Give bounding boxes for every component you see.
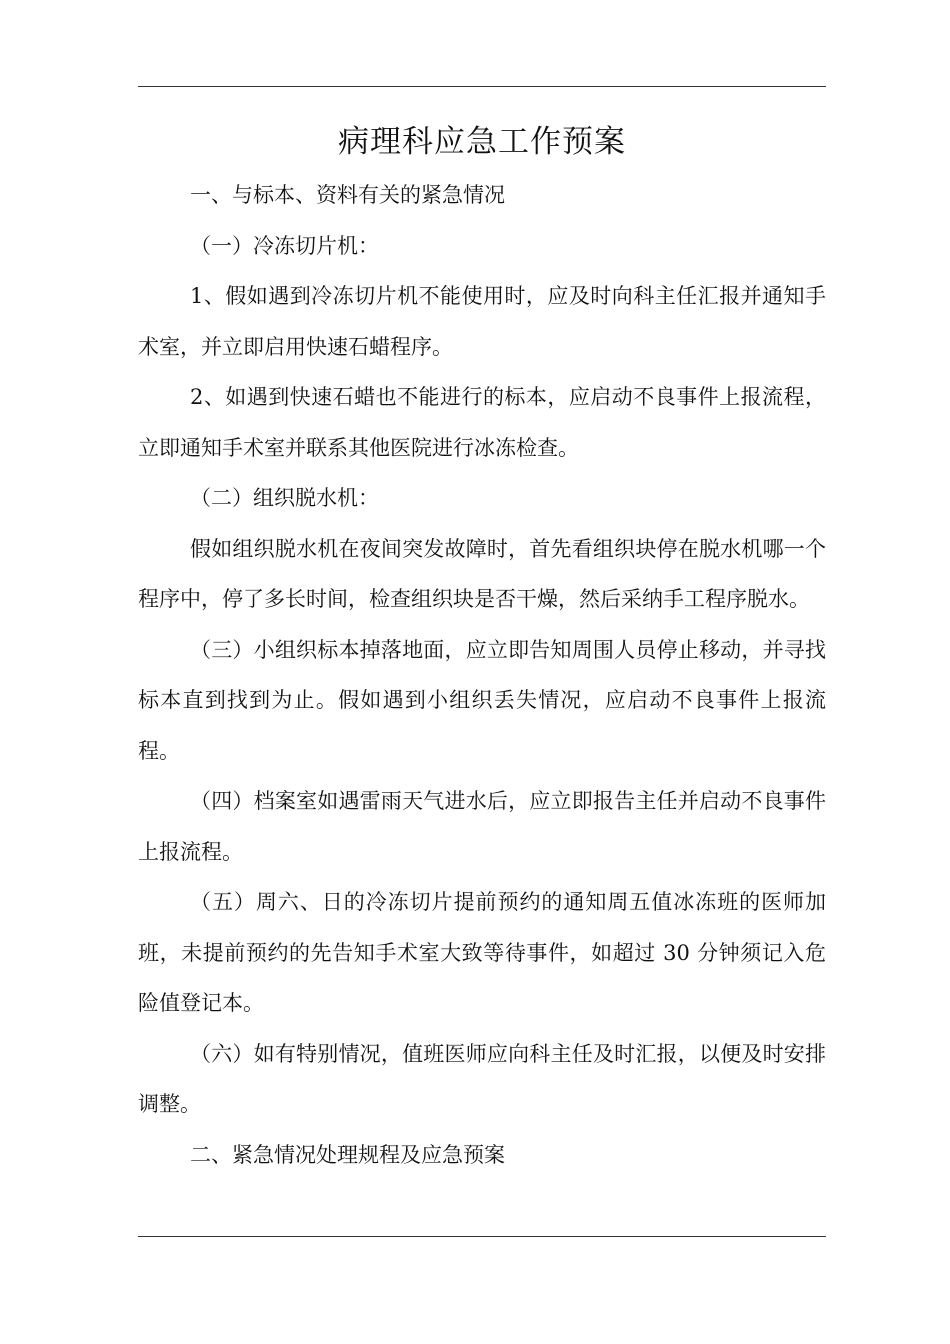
document-title: 病理科应急工作预案	[338, 124, 626, 160]
paragraph-processor-failure: 假如组织脱水机在夜间突发故障时，首先看组织块停在脱水机哪一个程序中，停了多长时间，检查组织块是否干燥，然后采纳手工程序脱水。	[138, 536, 826, 611]
section-heading-1: 一、与标本、资料有关的紧急情况	[190, 183, 505, 207]
paragraph-special-situations: （六）如有特别情况，值班医师应向科主任及时汇报，以便及时安排调整。	[138, 1041, 826, 1116]
footer-rule	[138, 1236, 826, 1237]
subsection-heading-tissue-processor: （二）组织脱水机：	[190, 486, 379, 510]
header-rule	[138, 86, 826, 87]
document-body	[138, 114, 826, 1180]
paragraph-archive-flooding: （四）档案室如遇雷雨天气进水后，应立即报告主任并启动不良事件上报流程。	[138, 789, 826, 864]
paragraph-dropped-specimen: （三）小组织标本掉落地面，应立即告知周围人员停止移动，并寻找标本直到找到为止。假如遇到小组织丢失情况，应启动不良事件上报流程。	[138, 637, 826, 763]
paragraph-rapid-paraffin-failure: 2、如遇到快速石蜡也不能进行的标本，应启动不良事件上报流程，立即通知手术室并联系其他医院进行冰冻检查。	[138, 385, 826, 460]
section-heading-2: 二、紧急情况处理规程及应急预案	[190, 1142, 505, 1167]
subsection-heading-freezing-microtome: （一）冷冻切片机：	[190, 233, 379, 258]
paragraph-weekend-frozen-section: （五）周六、日的冷冻切片提前预约的通知周五值冰冻班的医师加班，未提前预约的先告知手术室大致等待事件，如超过 30 分钟须记入危险值登记本。	[138, 890, 826, 1015]
paragraph-microtome-failure: 1、假如遇到冷冻切片机不能使用时，应及时向科主任汇报并通知手术室，并立即启用快速石蜡程序。	[138, 284, 826, 359]
